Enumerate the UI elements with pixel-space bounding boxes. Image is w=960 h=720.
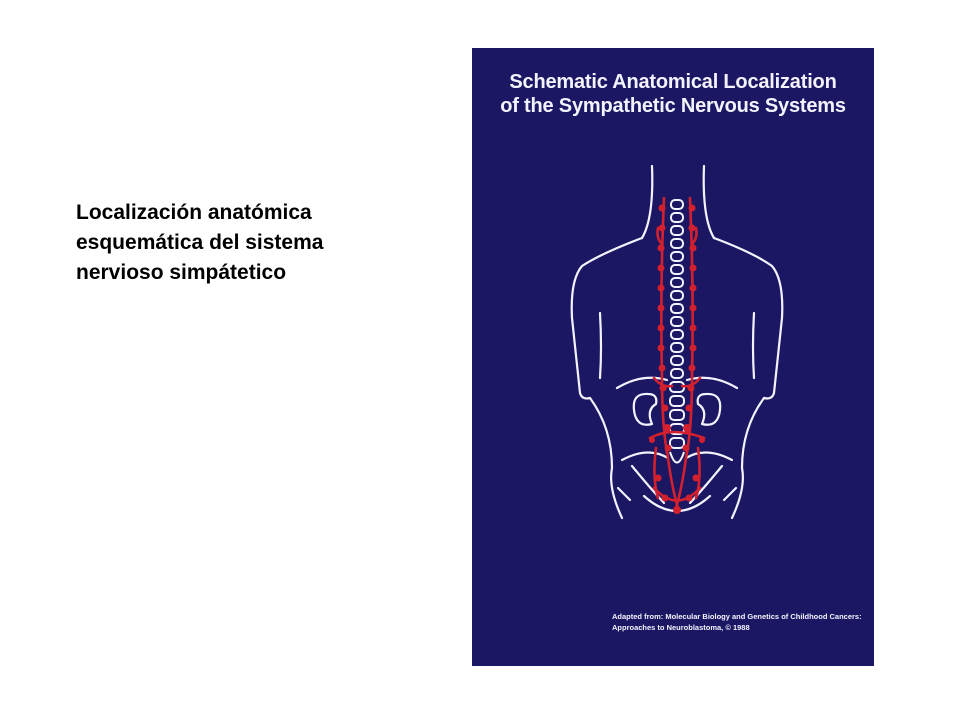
caption-line-1: Localización anatómica <box>76 201 312 224</box>
spine-vertebrae <box>670 200 684 463</box>
caption-line-3: nervioso simpátetico <box>76 261 287 284</box>
source-credit-line-2: Approaches to Neuroblastoma, © 1988 <box>612 623 750 632</box>
caption-line-2: esquemática del sistema <box>76 231 324 254</box>
slide-title-line-1: Schematic Anatomical Localization <box>509 71 837 93</box>
anatomy-slide-image <box>472 48 874 666</box>
anatomy-figure <box>472 48 874 666</box>
slide-caption <box>76 198 416 288</box>
source-credit-line-1: Adapted from: Molecular Biology and Genetics of Childhood Cancers: <box>612 612 862 621</box>
source-credit <box>612 611 870 633</box>
sympathetic-ganglia <box>649 205 705 515</box>
slide-title-line-2: of the Sympathetic Nervous Systems <box>500 95 846 117</box>
